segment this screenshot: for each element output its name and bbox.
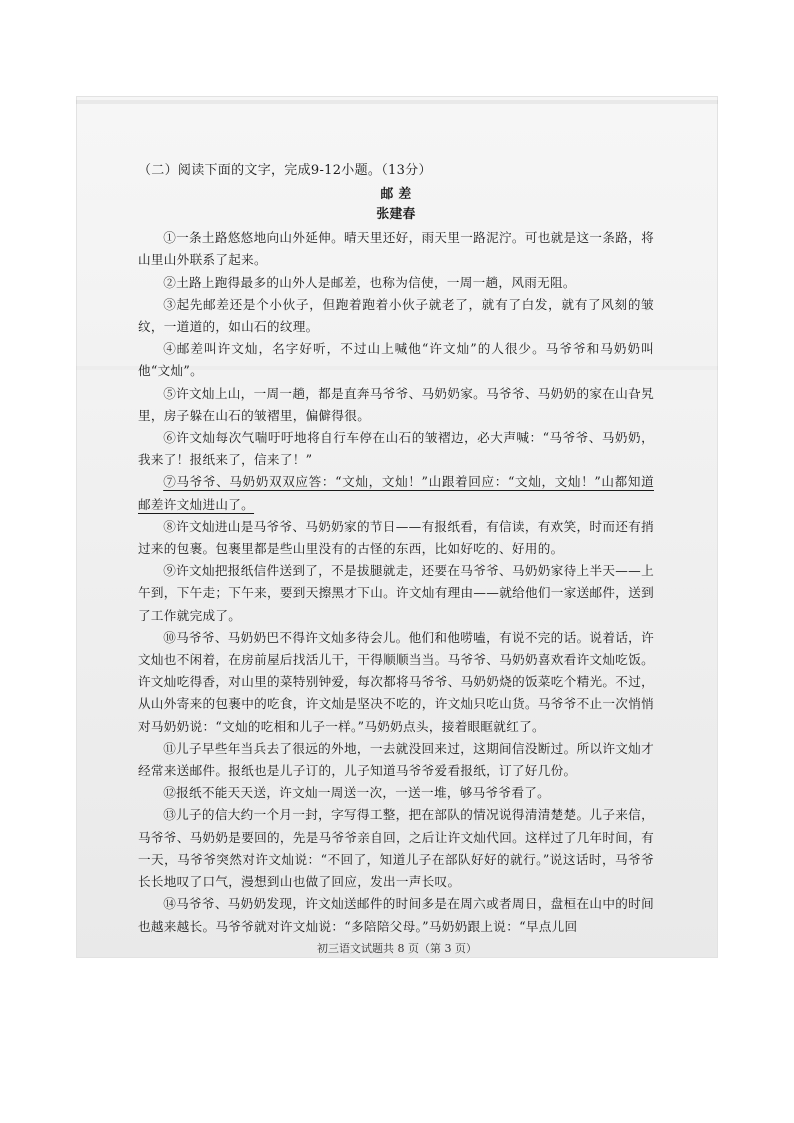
section-heading: （二）阅读下面的文字，完成9-12小题。（13分）	[138, 163, 432, 178]
paragraph-10: ⑩马爷爷、马奶奶巴不得许文灿多待会儿。他们和他唠嗑，有说不完的话。说着话，许文灿也不闲着，在房前屋后找活儿干，干得顺顺当当。马爷爷、马奶奶喜欢看许文灿吃饭。许文灿吃得香，对山里的菜特别钟爱，每次都将马爷爷、马奶奶烧的饭菜吃个精光。不过，从山外寄来的包裹中的吃食，许文灿是坚决不吃的，许文灿只吃山货。马爷爷不止一次悄悄对马奶奶说：“文灿的吃相和儿子一样。”马奶奶点头，接着眼眶就红了。	[138, 629, 654, 734]
paragraph-4: ④邮差叫许文灿，名字好听，不过山上喊他“许文灿”的人很少。马爷爷和马奶奶叫他“文灿”。	[138, 341, 654, 379]
paragraph-11: ⑪儿子早些年当兵去了很远的外地，一去就没回来过，这期间信没断过。所以许文灿才经常来送邮件。报纸也是儿子订的，儿子知道马爷爷爱看报纸，订了好几份。	[138, 740, 654, 779]
paragraph-8: ⑧许文灿进山是马爷爷、马奶奶家的节日——有报纸看，有信读，有欢笑，时而还有捎过来的包裹。包裹里都是些山里没有的古怪的东西，比如好吃的、好用的。	[138, 518, 654, 557]
paragraph-6: ⑥许文灿每次气喘吁吁地将自行车停在山石的皱褶边，必大声喊：“马爷爷、马奶奶，我来了！报纸来了，信来了！”	[138, 430, 654, 468]
paragraph-12: ⑫报纸不能天天送，许文灿一周送一次，一送一堆，够马爷爷看了。	[163, 785, 550, 801]
paragraph-14: ⑭马爷爷、马奶奶发现，许文灿送邮件的时间多是在周六或者周日，盘桓在山中的时间也越来越长。马爷爷就对许文灿说：“多陪陪父母。”马奶奶跟上说：“早点儿回	[138, 896, 654, 934]
scan-streak	[76, 100, 718, 104]
paragraph-1: ①一条土路悠悠地向山外延伸。晴天里还好，雨天里一路泥泞。可也就是这一条路，将山里山外联系了起来。	[138, 230, 654, 268]
paragraph-13: ⑬儿子的信大约一个月一封，字写得工整，把在部队的情况说得清清楚楚。儿子来信，马爷爷、马奶奶是要回的，先是马爷爷亲自回，之后让许文灿代回。这样过了几年时间，有一天，马爷爷突然对许文灿说：“不回了，知道儿子在部队好好的就行。”说这话时，马爷爷长长地叹了口气，漫想到山也做了回应，发出一声长叹。	[138, 807, 654, 890]
page-footer: 初三语文试题共 8 页（第 3 页）	[317, 942, 477, 955]
article-author: 张建春	[376, 207, 416, 223]
paragraph-7-underlined: ⑦马爷爷、马奶奶双双应答：“文灿，文灿！”山跟着回应：“文灿，文灿！”山都知道邮差许文灿进山了。	[138, 474, 654, 512]
article-body	[138, 160, 654, 938]
paragraph-2: ②土路上跑得最多的山外人是邮差，也称为信使，一周一趟，风雨无阻。	[163, 274, 576, 290]
paragraph-3: ③起先邮差还是个小伙子，但跑着跑着小伙子就老了，就有了白发，就有了风刻的皱纹，一道道的，如山石的纹理。	[138, 296, 654, 335]
article-title: 邮 差	[380, 187, 412, 203]
paragraph-9: ⑨许文灿把报纸信件送到了，不是拔腿就走，还要在马爷爷、马奶奶家待上半天——上午到，下午走；下午来，要到天擦黑才下山。许文灿有理由——就给他们一家送邮件，送到了工作就完成了。	[138, 563, 654, 623]
paragraph-5: ⑤许文灿上山，一周一趟，都是直奔马爷爷、马奶奶家。马爷爷、马奶奶的家在山旮旯里，房子躲在山石的皱褶里，偏僻得很。	[138, 385, 654, 423]
